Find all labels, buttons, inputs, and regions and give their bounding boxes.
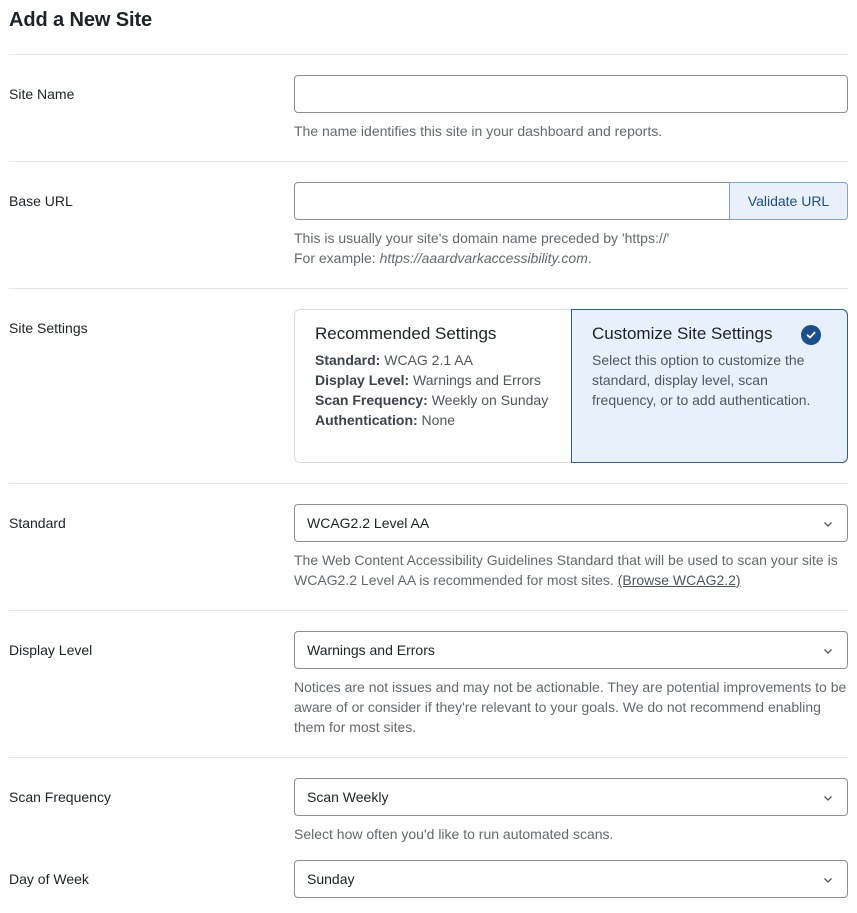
- recommended-display-level: [315, 370, 552, 390]
- site-name-help: The name identifies this site in your dashboard and reports.: [294, 123, 663, 139]
- site-settings-label: Site Settings: [9, 320, 88, 336]
- site-name-input[interactable]: [294, 75, 848, 113]
- standard-select[interactable]: [294, 504, 848, 542]
- customize-settings-title: Customize Site Settings: [592, 324, 773, 343]
- day-of-week-select-value: Sunday: [307, 871, 355, 887]
- standard-help-text: The Web Content Accessibility Guidelines Standard that will be used to scan your site is WCAG2.2 Level AA is recommended for most sites.: [294, 552, 838, 588]
- page-title: Add a New Site: [9, 9, 153, 31]
- base-url-help: [294, 228, 849, 268]
- day-of-week-select[interactable]: [294, 860, 848, 898]
- chevron-down-icon: [823, 519, 833, 529]
- recommended-standard: [315, 350, 552, 370]
- standard-help: [294, 550, 849, 590]
- base-url-example: https://aaardvarkaccessibility.com: [379, 250, 588, 266]
- recommended-authentication: [315, 410, 552, 430]
- standard-value: WCAG 2.1 AA: [380, 352, 473, 368]
- authentication-value: None: [417, 412, 456, 428]
- recommended-settings-title: Recommended Settings: [315, 324, 497, 343]
- standard-key: Standard:: [315, 352, 381, 368]
- divider: [9, 610, 848, 611]
- scan-frequency-select-value: Scan Weekly: [307, 789, 389, 805]
- browse-wcag-link[interactable]: (Browse WCAG2.2): [617, 572, 741, 588]
- standard-label: Standard: [9, 515, 66, 531]
- display-level-help: Notices are not issues and may not be actionable. They are potential improvements to be aware of or consider if they're relevant to your goals. We do not recommend enabling them for most sites.: [294, 679, 847, 735]
- chevron-down-icon: [823, 646, 833, 656]
- scan-frequency-help: Select how often you'd like to run automated scans.: [294, 826, 614, 842]
- scan-frequency-value: Weekly on Sunday: [427, 392, 549, 408]
- site-name-label: Site Name: [9, 86, 75, 102]
- authentication-key: Authentication:: [315, 412, 418, 428]
- base-url-help-line1: This is usually your site's domain name preceded by 'https://': [294, 230, 670, 246]
- display-level-label: Display Level: [9, 642, 93, 658]
- display-level-key: Display Level:: [315, 372, 410, 388]
- divider: [9, 54, 848, 55]
- divider: [9, 483, 848, 484]
- check-circle-icon: [801, 325, 821, 345]
- display-level-select[interactable]: [294, 631, 848, 669]
- display-level-value: Warnings and Errors: [409, 372, 541, 388]
- recommended-scan-frequency: [315, 390, 552, 410]
- display-level-select-value: Warnings and Errors: [307, 642, 435, 658]
- base-url-label: Base URL: [9, 193, 73, 209]
- day-of-week-label: Day of Week: [9, 871, 89, 887]
- chevron-down-icon: [823, 875, 833, 885]
- scan-frequency-key: Scan Frequency:: [315, 392, 428, 408]
- divider: [9, 757, 848, 758]
- base-url-help-suffix: .: [587, 250, 592, 266]
- chevron-down-icon: [823, 793, 833, 803]
- base-url-help-prefix: For example:: [294, 250, 380, 266]
- customize-settings-card[interactable]: [571, 309, 848, 463]
- customize-settings-description: Select this option to customize the standard, display level, scan frequency, or to add authentication.: [592, 352, 811, 408]
- standard-select-value: WCAG2.2 Level AA: [307, 515, 430, 531]
- validate-url-button[interactable]: Validate URL: [729, 182, 848, 220]
- divider: [9, 288, 848, 289]
- scan-frequency-label: Scan Frequency: [9, 789, 111, 805]
- divider: [9, 161, 848, 162]
- base-url-input[interactable]: [294, 182, 730, 220]
- scan-frequency-select[interactable]: [294, 778, 848, 816]
- recommended-settings-card[interactable]: [294, 309, 572, 463]
